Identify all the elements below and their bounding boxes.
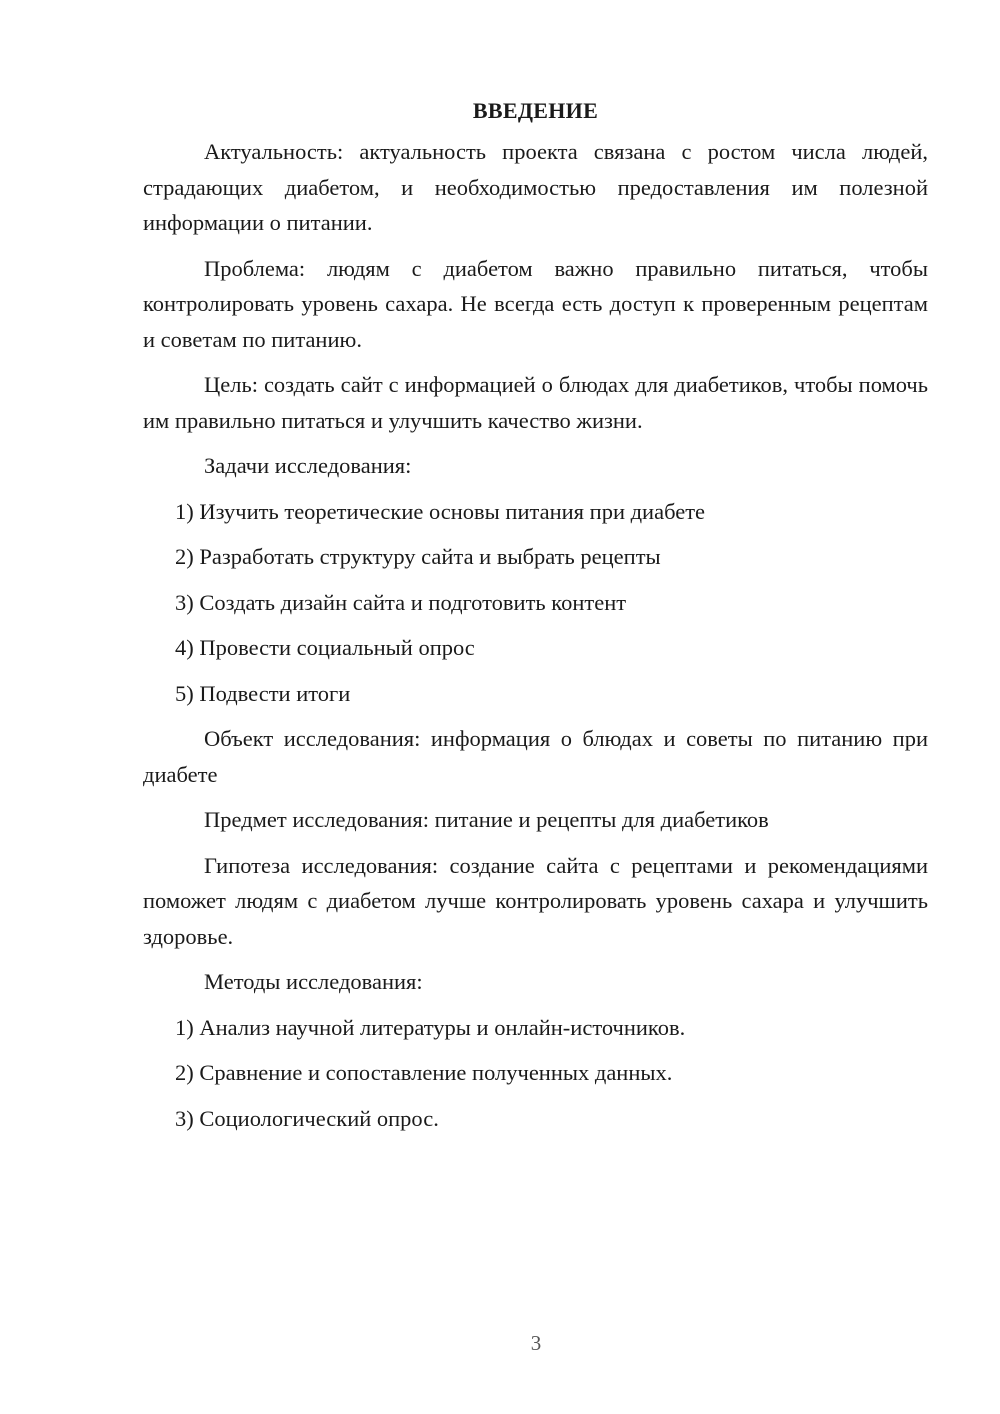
list-item: 1) Изучить теоретические основы питания при диабете: [175, 498, 706, 524]
methods-heading: Методы исследования:: [204, 969, 423, 994]
list-item: 3) Создать дизайн сайта и подготовить контент: [175, 589, 627, 615]
list-item: 1) Анализ научной литературы и онлайн-источников.: [175, 1014, 686, 1040]
list-item: 3) Социологический опрос.: [175, 1105, 439, 1131]
list-item: 4) Провести социальный опрос: [175, 635, 475, 660]
list-item: 2) Сравнение и сопоставление полученных данных.: [175, 1060, 673, 1085]
problem-paragraph: Проблема: людям с диабетом важно правильно питаться, чтобы контролировать уровень сахара. Не всегда есть доступ к проверенным рецептам и советам по питанию.: [143, 255, 928, 352]
goal-paragraph: Цель: создать сайт с информацией о блюдах для диабетиков, чтобы помочь им правильно питаться и улучшить качество жизни.: [143, 372, 928, 433]
page-title: ВВЕДЕНИЕ: [472, 98, 599, 123]
list-item: 2) Разработать структуру сайта и выбрать рецепты: [175, 544, 661, 569]
object-paragraph: Объект исследования: информация о блюдах и советы по питанию при диабете: [143, 726, 928, 787]
relevance-paragraph: Актуальность: актуальность проекта связана с ростом числа людей, страдающих диабетом, и необходимостью предоставления им полезной информации о питании.: [143, 139, 928, 235]
page-content: [143, 93, 928, 1146]
page-number: 3: [530, 1331, 542, 1355]
tasks-heading: Задачи исследования:: [204, 453, 412, 478]
tasks-list: [143, 494, 928, 712]
subject-paragraph: Предмет исследования: питание и рецепты для диабетиков: [204, 807, 769, 832]
hypothesis-paragraph: Гипотеза исследования: создание сайта с рецептами и рекомендациями поможет людям с диабетом лучше контролировать уровень сахара и улучшить здоровье.: [143, 852, 928, 949]
list-item: 5) Подвести итоги: [175, 680, 351, 706]
methods-list: [143, 1010, 928, 1137]
